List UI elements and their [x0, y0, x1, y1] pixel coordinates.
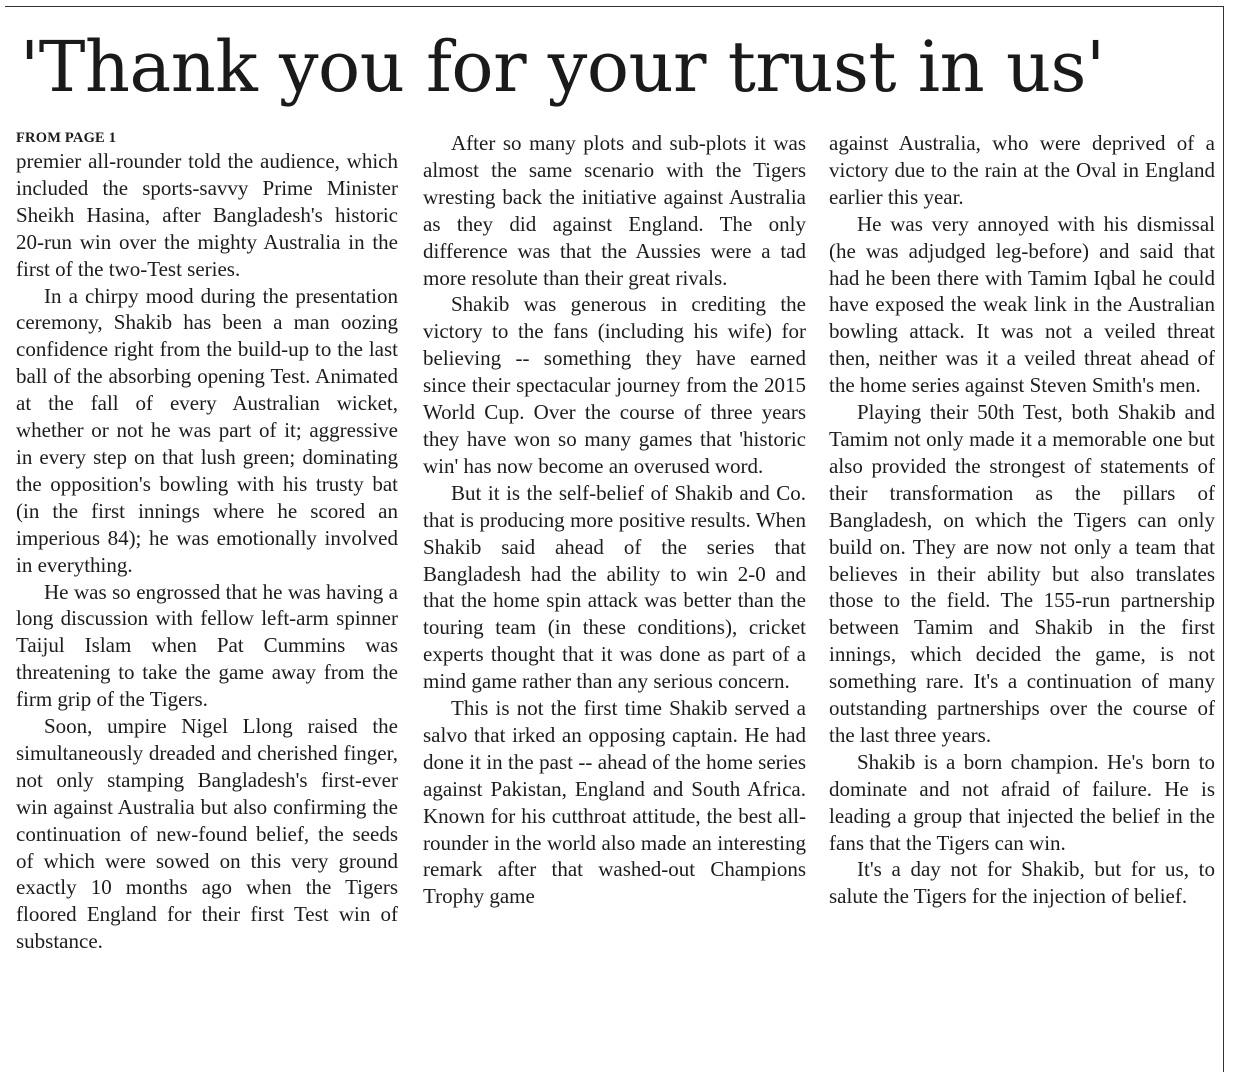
- continuation-kicker: FROM PAGE 1: [16, 130, 117, 146]
- headline: 'Thank you for your trust in us': [20, 26, 1105, 108]
- paragraph: Shakib was generous in crediting the victory to the fans (including his wife) for believing -- something they have earned since their spectacular journey from the 2015 World Cup. Over the course of three years they have won so many games that 'historic win' has now become an overused word.: [423, 292, 806, 478]
- paragraph: This is not the first time Shakib served a salvo that irked an opposing captain. He had done it in the past -- ahead of the home series against Pakistan, England and South Africa. Known for his cutthroat attitude, the best all-rounder in the world also made an interesting remark after that washed-out Champions Trophy game: [423, 696, 806, 909]
- paragraph: against Australia, who were deprived of a victory due to the rain at the Oval in England earlier this year.: [829, 131, 1215, 209]
- paragraph: But it is the self-belief of Shakib and Co. that is producing more positive results. When Shakib said ahead of the series that Bangladesh had the ability to win 2-0 and that the home spin attack was better than the touring team (in these conditions), cricket experts thought that it was done as part of a mind game rather than any serious concern.: [423, 480, 806, 694]
- paragraph: He was so engrossed that he was having a long discussion with fellow left-arm spinner Taijul Islam when Pat Cummins was threatening to take the game away from the firm grip of the Tigers.: [16, 579, 398, 712]
- paragraph: It's a day not for Shakib, but for us, to salute the Tigers for the injection of belief.: [829, 857, 1215, 909]
- column-3: [829, 130, 1215, 1070]
- paragraph: Soon, umpire Nigel Llong raised the simultaneously dreaded and cherished finger, not only stamping Bangladesh's first-ever win against Australia but also confirming the continuation of new-found belief, the seeds of which were sowed on this very ground exactly 10 months ago when the Tigers floored England for their first Test win of substance.: [16, 714, 398, 954]
- column-1: [16, 130, 398, 1070]
- column-2: [423, 130, 806, 1070]
- paragraph: In a chirpy mood during the presentation ceremony, Shakib has been a man oozing confidence right from the build-up to the last ball of the absorbing opening Test. Animated at the fall of every Australian wicket, whether or not he was part of it; aggressive in every step on that lush green; dominating the opposition's bowling with his trusty bat (in the first innings where he scored an imperious 84); he was emotionally involved in everything.: [16, 283, 398, 577]
- paragraph: Playing their 50th Test, both Shakib and Tamim not only made it a memorable one but also provided the strongest of statements of their transformation as the pillars of Bangladesh, on which the Tigers can only build on. They are now not only a team that believes in their ability but also translates those to the field. The 155-run partnership between Tamim and Shakib in the first innings, which decided the game, is not something rare. It's a continuation of many outstanding partnerships over the course of the last three years.: [829, 400, 1215, 747]
- paragraph: Shakib is a born champion. He's born to dominate and not afraid of failure. He is leading a group that injected the belief in the fans that the Tigers can win.: [829, 749, 1215, 855]
- paragraph: After so many plots and sub-plots it was almost the same scenario with the Tigers wresting back the initiative against Australia as they did against England. The only difference was that the Aussies were a tad more resolute than their great rivals.: [423, 131, 806, 290]
- paragraph: premier all-rounder told the audience, which included the sports-savvy Prime Minister Sheikh Hasina, after Bangladesh's historic 20-run win over the mighty Australia in the first of the two-Test series.: [16, 149, 398, 281]
- paragraph: He was very annoyed with his dismissal (he was adjudged leg-before) and said that had he been there with Tamim Iqbal he could have exposed the weak link in the Australian bowling attack. It was not a veiled threat then, neither was it a veiled threat ahead of the home series against Steven Smith's men.: [829, 211, 1215, 398]
